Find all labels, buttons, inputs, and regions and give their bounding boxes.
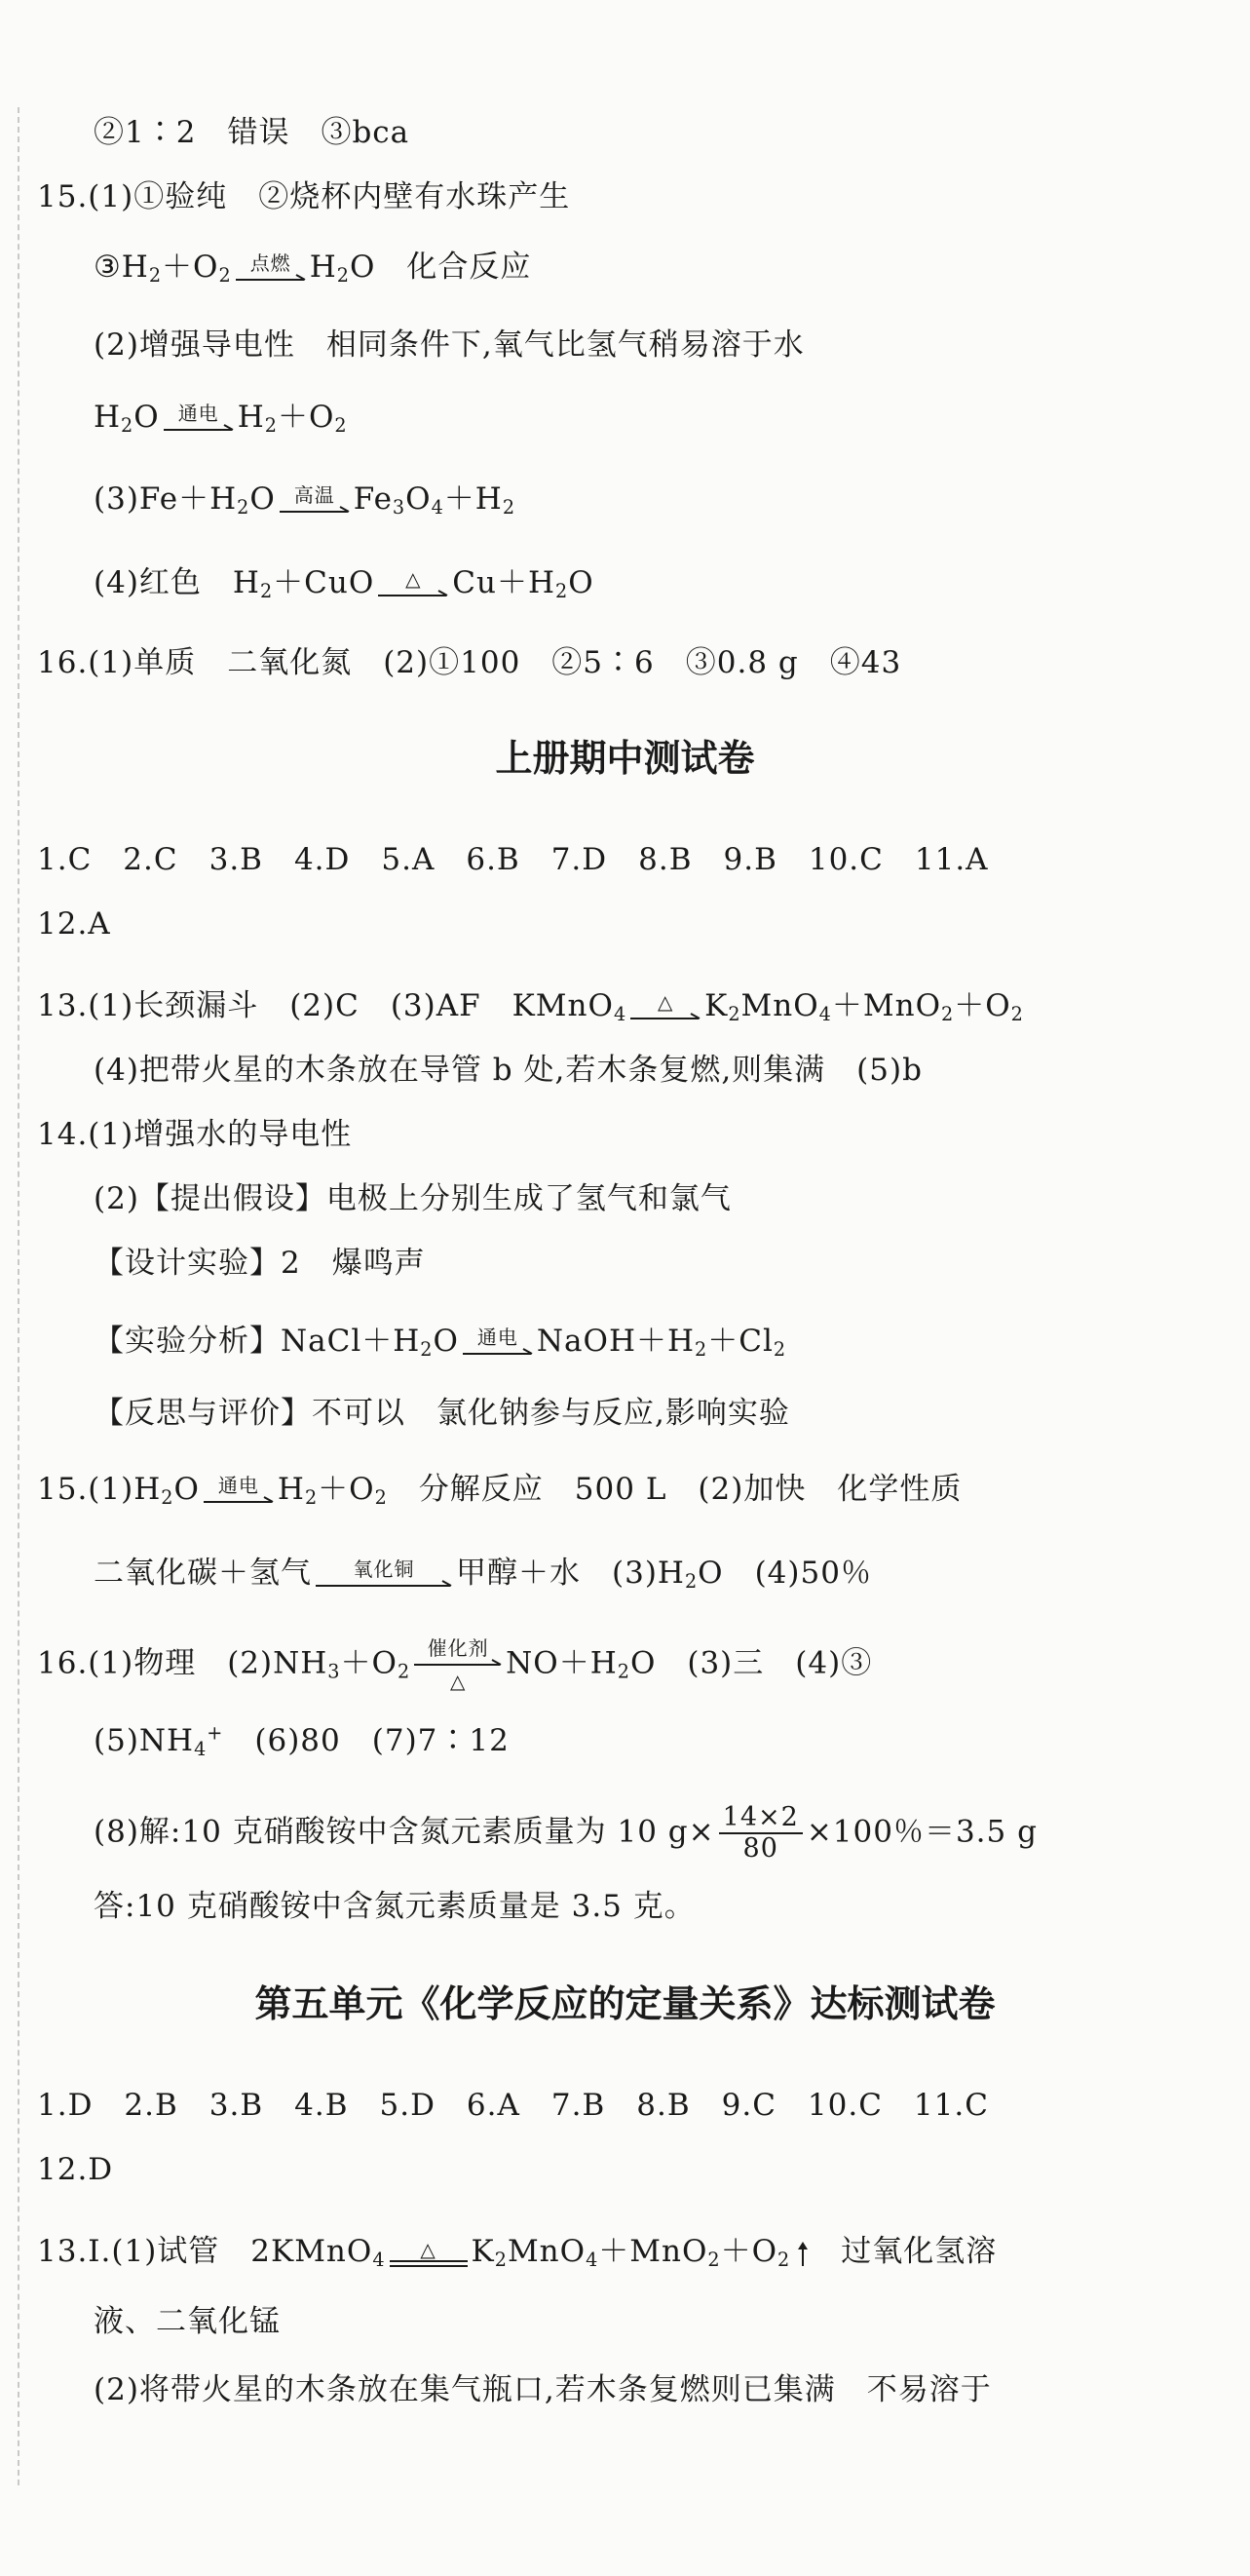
answer-line: (2)将带火星的木条放在集气瓶口,若木条复燃则已集满 不易溶于 (94, 2372, 992, 2407)
equation-line: $(3)Fe+H_2O$ 高温 $Fe_3O_4+H_2$ (94, 481, 516, 519)
answer-line: 【反思与评价】不可以 氯化钠参与反应,影响实验 (94, 1396, 790, 1431)
reaction-arrow: △ (378, 568, 448, 601)
reaction-arrow: △ (630, 991, 701, 1024)
fraction: $\frac{14\times 2}{80}$ (719, 1803, 803, 1864)
equation-line: $15.(1)H_2O$ 通电 $H_2+O_2$ 分解反应 500 L (2)加快 化学性质 (37, 1472, 963, 1509)
reaction-arrow: 通电 (204, 1475, 274, 1508)
answer-line: (2)增强导电性 相同条件下,氧气比氢气稍易溶于水 (94, 327, 805, 363)
equation-line: 二氧化碳＋氢气 氧化铜 甲醇＋水 $(3)H_2O$ (4)50％ (94, 1556, 872, 1593)
answer-line: 16.(1)单质 二氧化氮 (2)①100 ②5∶6 ③0.8 g ④43 (37, 645, 902, 680)
equation-line: $③H_2+O_2$ 点燃 $H_2O$ 化合反应 (94, 250, 532, 287)
section-heading: 上册期中测试卷 (495, 737, 755, 780)
answer-line: (2)【提出假设】电极上分别生成了氢气和氯气 (94, 1181, 732, 1216)
answer-line: ②1∶2 错误 ③bca (94, 115, 410, 150)
answer-line: (4)把带火星的木条放在导管 b 处,若木条复燃,则集满 (5)b (94, 1053, 923, 1088)
equation-line: $H_2O$ 通电 $H_2+O_2$ (94, 400, 348, 437)
reaction-arrow: 通电 (164, 403, 234, 436)
answer-line: 14.(1)增强水的导电性 (37, 1117, 353, 1152)
equation-line: 【实验分析】$NaCl+H_2O$ 通电 $NaOH+H_2+Cl_2$ (94, 1324, 787, 1361)
answer-line: $(5)NH_4^+$ (6)80 (7)7∶12 (94, 1721, 510, 1760)
equation-line: 13.Ⅰ.(1)试管 2KMnO$_4$ △ $K_2MnO_4+MnO_2+O_2$ 过氧化氢溶 (37, 2234, 998, 2271)
answer-line: 12.D (37, 2152, 114, 2187)
answer-line: 液、二氧化锰 (94, 2304, 281, 2339)
answer-line: 1.C 2.C 3.B 4.D 5.A 6.B 7.D 8.B 9.B 10.C 11.A (37, 842, 989, 877)
reaction-arrow: 催化剂 △ (414, 1637, 502, 1692)
calculation-line: (8)解:10 克硝酸铵中含氮元素质量为 10 g× $\frac{14\times 2}{80}$ ×100％＝3.5 g (94, 1802, 1038, 1864)
gas-up-arrow-icon (796, 2241, 810, 2266)
equation-line: 13.(1)长颈漏斗 (2)C (3)AF KMnO$_4$ △ $K_2MnO_4+MnO_2+O_2$ (37, 988, 1024, 1025)
reaction-equals-sign: △ (390, 2239, 468, 2267)
reaction-arrow: 氧化铜 (316, 1558, 452, 1592)
reaction-arrow: 点燃 (236, 252, 306, 286)
equation-line: (4)红色 $H_2+CuO$ △ $Cu+H_2O$ (94, 565, 594, 602)
reaction-arrow: 高温 (280, 484, 350, 518)
reaction-arrow: 通电 (463, 1326, 533, 1360)
binding-margin-line (18, 107, 19, 2485)
equation-line: 16.(1)物理 $(2)NH_3+O_2$ 催化剂 △ $NO+H_2O$ (3)三 (4)③ (37, 1636, 873, 1693)
answer-line: 15.(1)①验纯 ②烧杯内壁有水珠产生 (37, 179, 571, 214)
answer-line: 【设计实验】2 爆鸣声 (94, 1246, 426, 1281)
section-heading: 第五单元《化学反应的定量关系》达标测试卷 (254, 1982, 996, 2025)
answer-line: 1.D 2.B 3.B 4.B 5.D 6.A 7.B 8.B 9.C 10.C 11.C (37, 2088, 989, 2123)
answer-line: 12.A (37, 906, 111, 942)
answer-line: 答:10 克硝酸铵中含氮元素质量是 3.5 克。 (94, 1889, 696, 1924)
